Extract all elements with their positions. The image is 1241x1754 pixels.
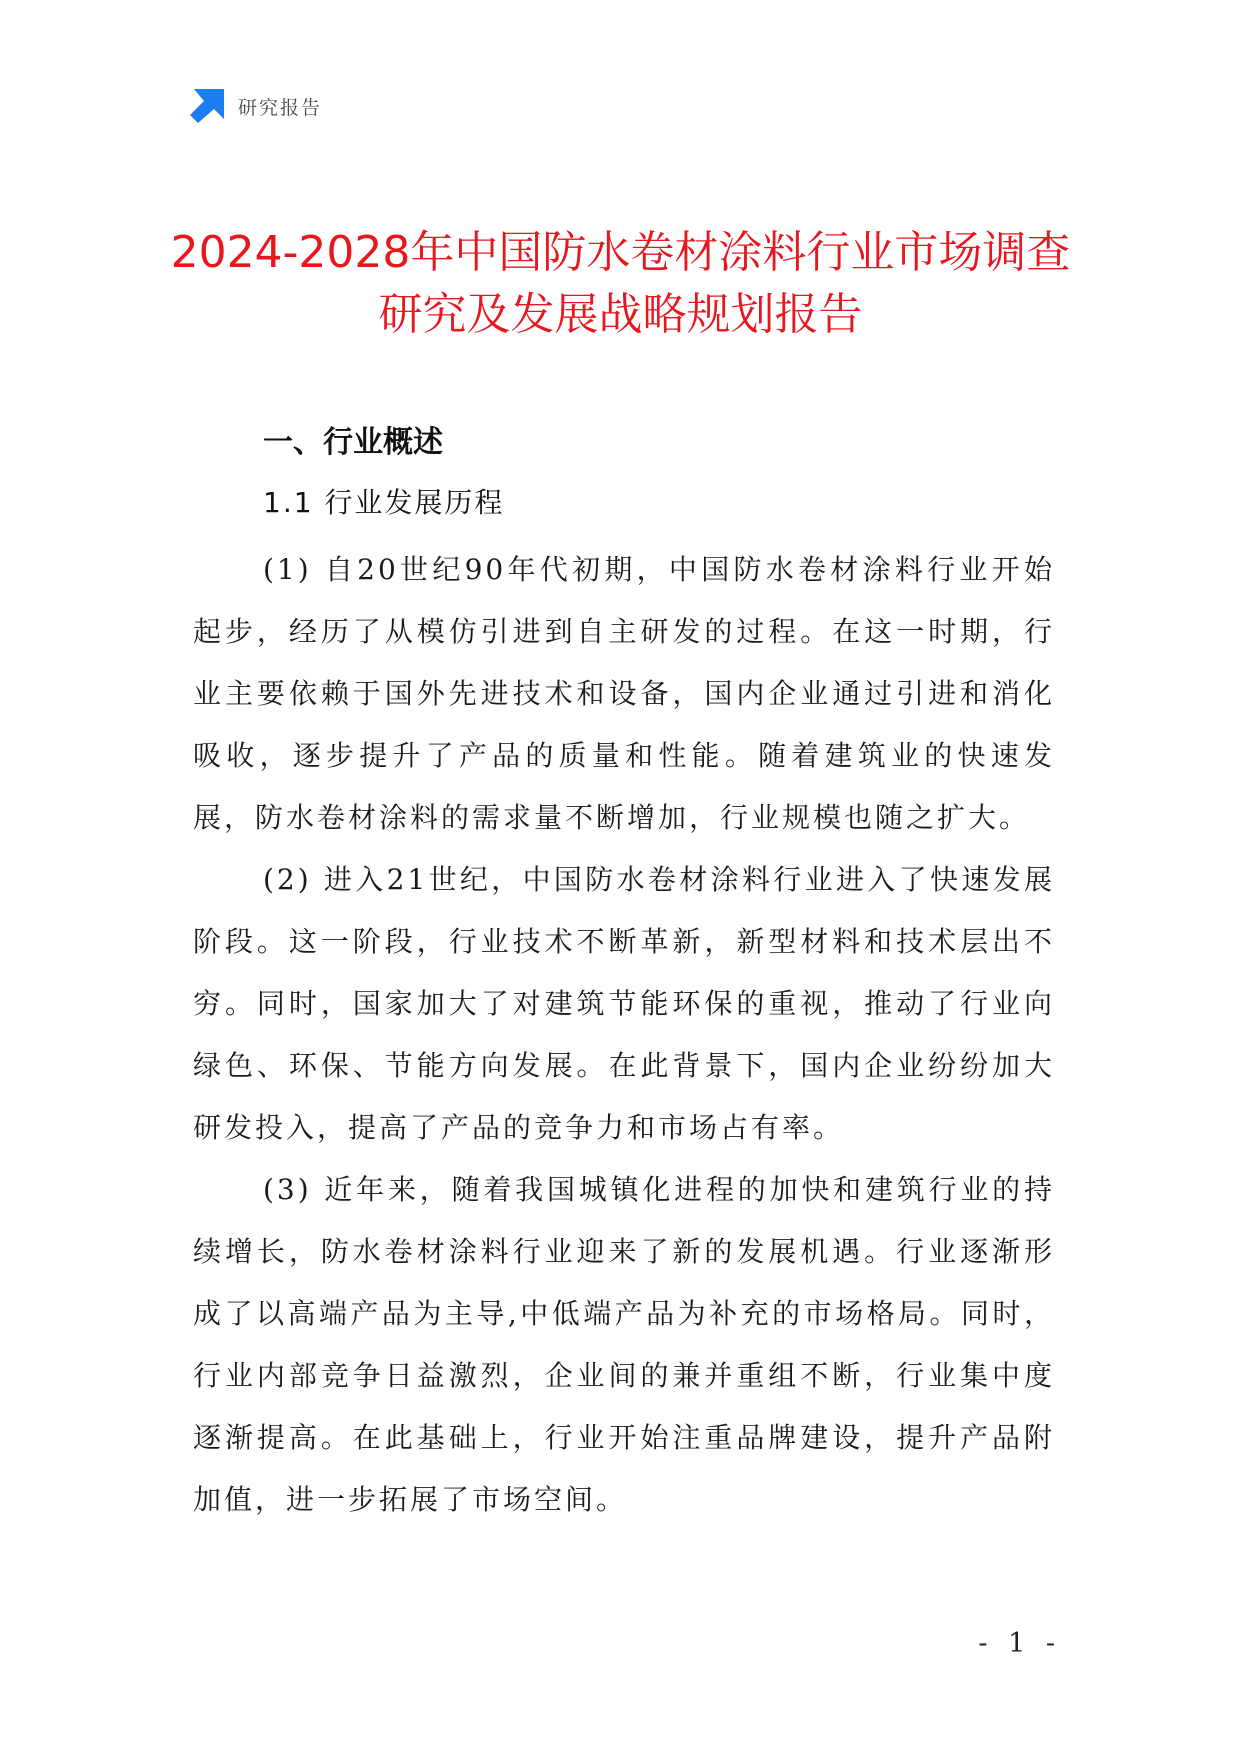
paragraph-2: (2) 进入21世纪，中国防水卷材涂料行业进入了快速发展阶段。这一阶段，行业技术不断革新，新型材料和技术层出不穷。同时，国家加大了对建筑节能环保的重视，推动了行业向绿色、环保、节能方向发展。在此背景下，国内企业纷纷加大研发投入，提高了产品的竞争力和市场占有率。 (193, 863, 1055, 1144)
document-body (193, 415, 1055, 1531)
header-label: 研究报告 (238, 96, 323, 119)
paragraph-3: (3) 近年来，随着我国城镇化进程的加快和建筑行业的持续增长，防水卷材涂料行业迎来了新的发展机遇。行业逐渐形成了以高端产品为主导,中低端产品为补充的市场格局。同时，行业内部竞争日益激烈，企业间的兼并重组不断，行业集中度逐渐提高。在此基础上，行业开始注重品牌建设，提升产品附加值，进一步拓展了市场空间。 (193, 1173, 1055, 1516)
report-header (190, 88, 322, 124)
paragraph-1: (1) 自20世纪90年代初期，中国防水卷材涂料行业开始起步，经历了从模仿引进到自主研发的过程。在这一时期，行业主要依赖于国外先进技术和设备，国内企业通过引进和消化吸收，逐步提升了产品的质量和性能。随着建筑业的快速发展，防水卷材涂料的需求量不断增加，行业规模也随之扩大。 (193, 553, 1055, 834)
subsection-heading: 1.1 行业发展历程 (263, 486, 505, 519)
document-title: 2024-2028年中国防水卷材涂料行业市场调查研究及发展战略规划报告 (170, 227, 1071, 340)
arrow-up-right-icon (190, 89, 224, 123)
page-number: - 1 - (978, 1628, 1061, 1659)
section-heading: 一、行业概述 (263, 425, 443, 460)
